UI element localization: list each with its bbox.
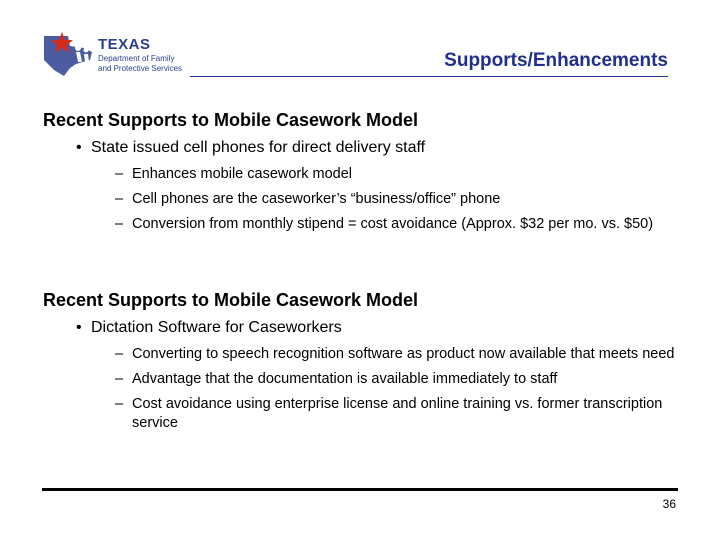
dash-icon: –: [115, 191, 124, 207]
slide-title: Supports/Enhancements: [444, 50, 668, 71]
dash-icon: –: [115, 371, 124, 387]
logo-dept-line1: Department of Family: [98, 54, 175, 63]
dash-icon: –: [115, 166, 124, 182]
sub-item: – Converting to speech recognition software as product now available that meets need: [115, 346, 675, 362]
bullet-text: State issued cell phones for direct delivery staff: [91, 139, 426, 156]
section-dictation: [43, 290, 683, 439]
title-divider: [190, 76, 668, 77]
dfps-logo: [40, 30, 190, 78]
sub-list: [43, 345, 683, 433]
section-cell-phones: [43, 110, 683, 240]
bullet-icon: •: [76, 319, 82, 336]
bullet-icon: •: [76, 139, 82, 156]
sub-item: – Enhances mobile casework model: [115, 166, 353, 182]
sub-list: [43, 165, 683, 234]
section-heading: Recent Supports to Mobile Casework Model: [43, 290, 419, 310]
dash-icon: –: [115, 346, 124, 362]
bullet-item: [43, 139, 683, 157]
sub-item: – Conversion from monthly stipend = cost avoidance (Approx. $32 per mo. vs. $50): [115, 216, 654, 232]
sub-item: – Cost avoidance using enterprise license and online training vs. former transcription service: [115, 396, 663, 431]
sub-item: – Advantage that the documentation is available immediately to staff: [115, 371, 558, 387]
dash-icon: –: [115, 216, 124, 232]
texas-map-icon: [40, 30, 98, 78]
page-number: 36: [662, 497, 676, 511]
dash-icon: –: [115, 396, 124, 412]
bullet-item: [43, 319, 683, 337]
footer-divider: [42, 488, 678, 491]
sub-item: – Cell phones are the caseworker’s “business/office” phone: [115, 191, 501, 207]
section-heading: Recent Supports to Mobile Casework Model: [43, 110, 419, 130]
bullet-text: Dictation Software for Caseworkers: [91, 319, 342, 336]
logo-brand: TEXAS: [98, 36, 151, 53]
logo-dept-line2: and Protective Services: [98, 64, 183, 73]
